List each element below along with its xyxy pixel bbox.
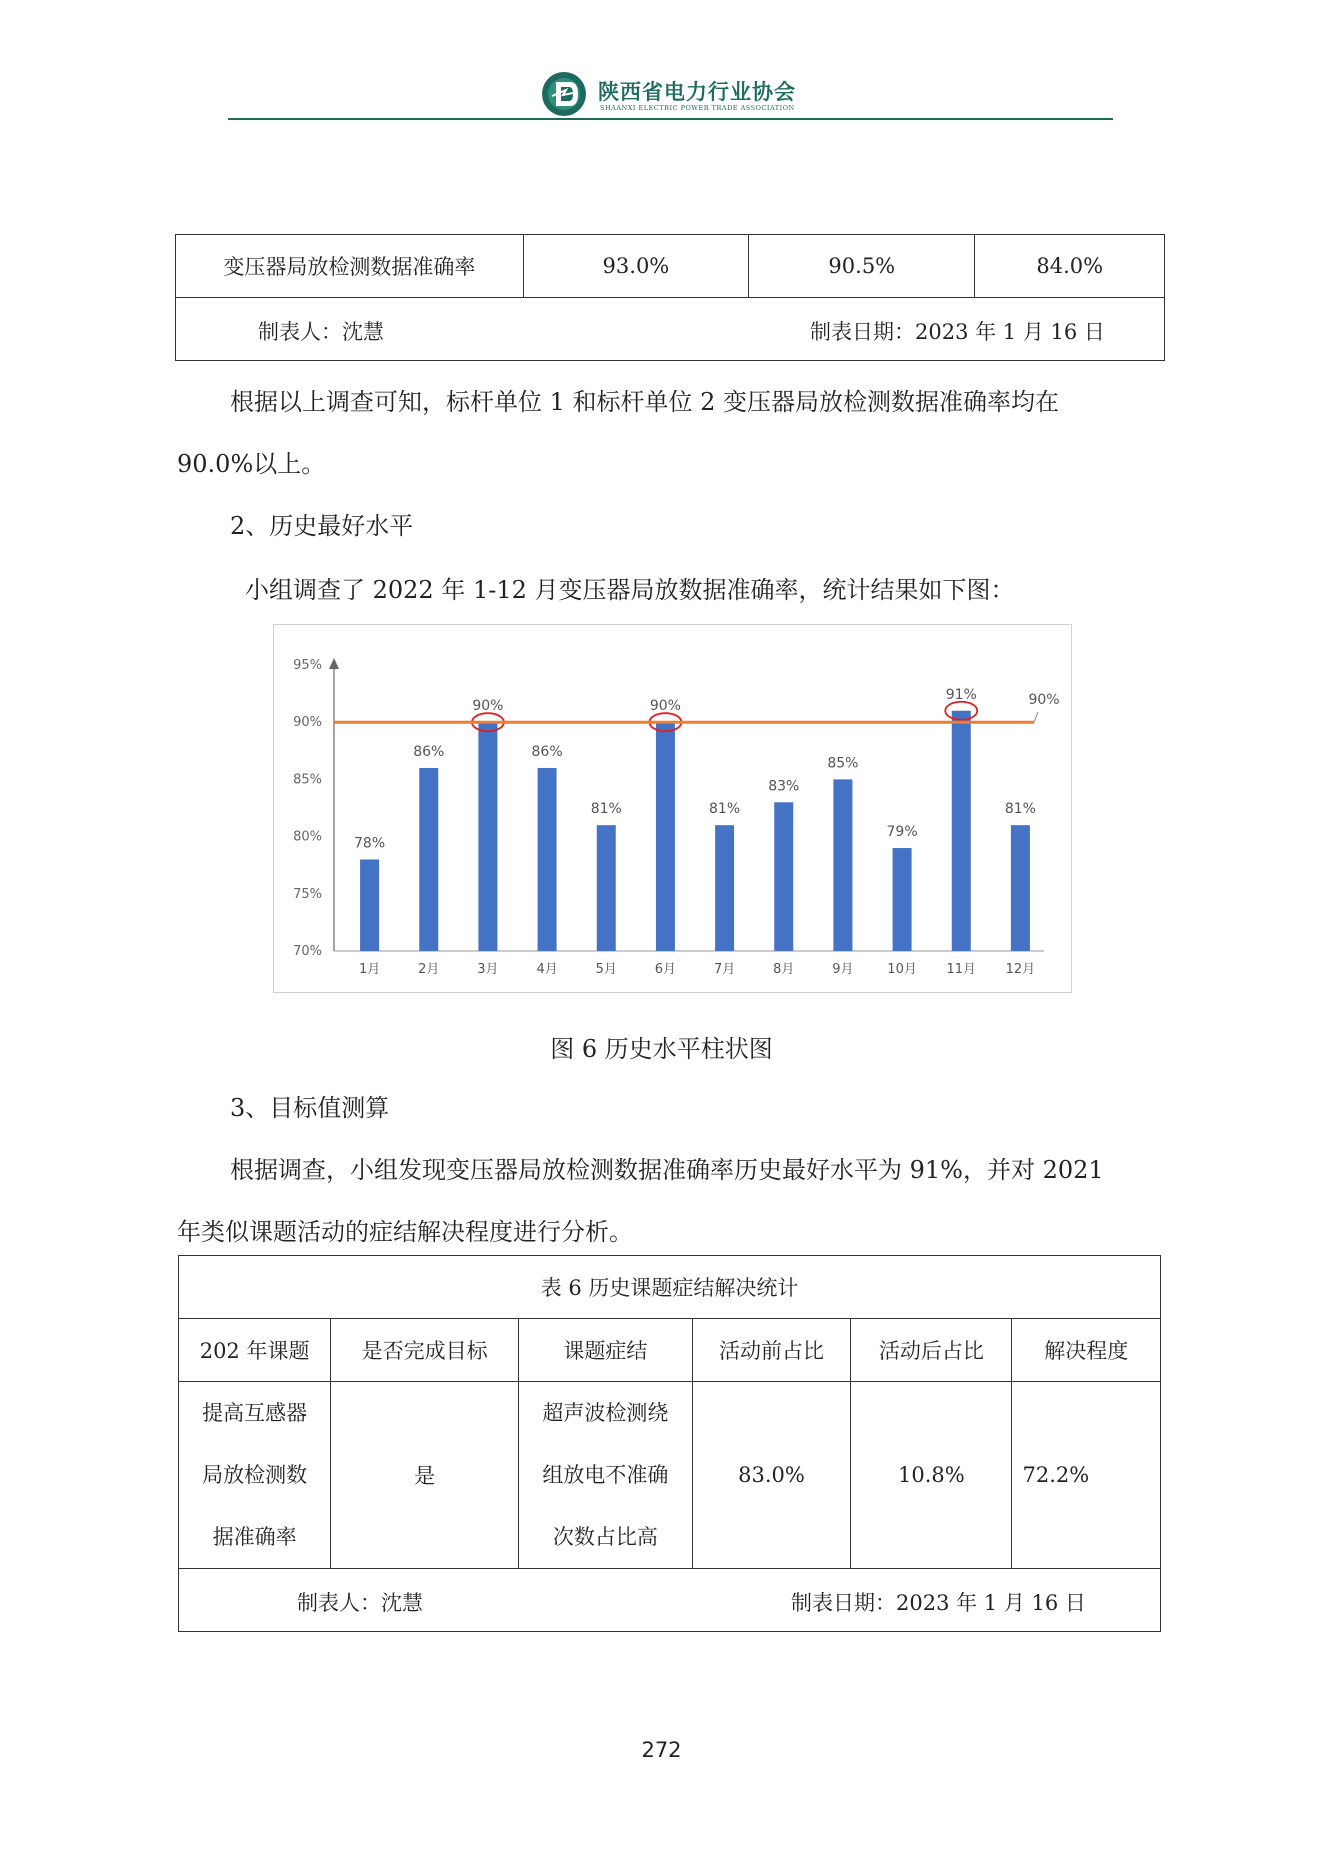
x-tick-label: 10月 [887, 962, 917, 977]
x-tick-label: 3月 [477, 962, 499, 977]
header-rule [228, 118, 1113, 120]
paragraph-survey: 小组调查了 2022 年 1-12 月变压器局放数据准确率，统计结果如下图： [245, 576, 1015, 604]
section-heading-history: 2、历史最好水平 [230, 512, 414, 540]
data-label: 81% [590, 801, 622, 818]
reference-label-leader [1034, 712, 1038, 722]
topic-line: 提高互感器 [202, 1401, 308, 1425]
table-title: 表 6 历史课题症结解决统计 [179, 1256, 1161, 1319]
association-logo-icon [540, 70, 588, 118]
bar [597, 825, 616, 951]
data-label: 81% [1004, 801, 1036, 818]
x-tick-label: 4月 [536, 962, 558, 977]
y-tick-label: 85% [293, 772, 322, 788]
data-label: 91% [945, 686, 977, 703]
table-row [176, 235, 1165, 298]
data-label: 85% [827, 755, 859, 772]
table-footer-row [176, 298, 1165, 361]
bar [538, 768, 557, 951]
x-tick-label: 2月 [418, 962, 440, 977]
y-axis-arrow [329, 658, 339, 669]
column-header: 课题症结 [518, 1319, 692, 1382]
column-header: 活动前占比 [692, 1319, 850, 1382]
reference-line-label: 90% [1028, 692, 1060, 709]
x-tick-label: 1月 [358, 962, 381, 977]
benchmark-table [175, 234, 1165, 361]
bar [656, 722, 675, 951]
topic-line: 据准确率 [212, 1525, 297, 1549]
paragraph-benchmark-line1: 根据以上调查可知，标杆单位 1 和标杆单位 2 变压器局放检测数据准确率均在 [230, 388, 1060, 416]
bar [419, 768, 438, 951]
history-issue-table [178, 1255, 1161, 1632]
data-label: 90% [472, 698, 504, 715]
table-maker: 制表人：沈慧 [297, 1591, 423, 1615]
page-number: 272 [641, 1738, 682, 1762]
bar [715, 825, 734, 951]
y-tick-label: 95% [293, 658, 322, 673]
paragraph-benchmark-line2: 90.0%以上。 [177, 450, 326, 478]
bar [952, 711, 971, 951]
x-tick-label: 6月 [654, 962, 677, 977]
issue-line: 超声波检测绕 [542, 1401, 669, 1425]
x-tick-label: 7月 [713, 962, 736, 977]
chart-caption: 图 6 历史水平柱状图 [550, 1035, 773, 1063]
y-tick-label: 80% [293, 829, 322, 845]
table-cell: 93.0% [523, 235, 748, 298]
data-label: 90% [649, 698, 681, 715]
y-tick-label: 75% [293, 886, 322, 902]
table-cell: 84.0% [975, 235, 1165, 298]
bar [774, 802, 793, 951]
bar [833, 779, 852, 951]
table-cell-done: 是 [331, 1382, 519, 1569]
y-tick-label: 70% [293, 944, 322, 959]
history-bar-chart [273, 624, 1072, 993]
issue-line: 组放电不准确 [542, 1463, 669, 1487]
association-logo [540, 70, 810, 120]
table-cell-before: 83.0% [692, 1382, 850, 1569]
data-label: 83% [768, 778, 800, 795]
x-tick-label: 12月 [1005, 962, 1036, 977]
data-label: 81% [709, 801, 741, 818]
bar [478, 722, 497, 951]
data-label: 86% [413, 743, 445, 760]
association-name-en: SHAANXI ELECTRIC POWER TRADE ASSOCIATION [600, 104, 795, 112]
table-date: 制表日期：2023 年 1 月 16 日 [810, 320, 1105, 344]
table-date: 制表日期：2023 年 1 月 16 日 [791, 1591, 1086, 1615]
issue-line: 次数占比高 [552, 1525, 658, 1549]
table-cell-topic [179, 1382, 331, 1569]
x-tick-label: 8月 [773, 962, 795, 977]
column-header: 活动后占比 [851, 1319, 1012, 1382]
table-cell: 变压器局放检测数据准确率 [176, 235, 524, 298]
paragraph-target-line1: 根据调查，小组发现变压器局放检测数据准确率历史最好水平为 91%，并对 2021 [230, 1156, 1104, 1184]
bar [1011, 825, 1030, 951]
column-header: 解决程度 [1012, 1319, 1161, 1382]
y-tick-label: 90% [293, 715, 322, 731]
table-row [179, 1382, 1161, 1569]
table-header-row [179, 1319, 1161, 1382]
column-header: 202 年课题 [179, 1319, 331, 1382]
page-header [0, 60, 1323, 120]
x-tick-label: 9月 [832, 962, 854, 977]
column-header: 是否完成目标 [331, 1319, 519, 1382]
table-cell-degree: 72.2% [1012, 1382, 1161, 1569]
table-cell-after: 10.8% [851, 1382, 1012, 1569]
table-footer-row [179, 1569, 1161, 1632]
x-tick-label: 11月 [946, 962, 977, 977]
section-heading-target: 3、目标值测算 [230, 1094, 390, 1122]
table-maker: 制表人：沈慧 [258, 320, 384, 344]
bar [360, 859, 379, 951]
table-cell: 90.5% [749, 235, 975, 298]
association-name-cn: 陕西省电力行业协会 [598, 80, 796, 104]
data-label: 78% [354, 835, 386, 852]
chart-canvas [274, 625, 1071, 992]
paragraph-target-line2: 年类似课题活动的症结解决程度进行分析。 [177, 1218, 633, 1246]
topic-line: 局放检测数 [202, 1463, 308, 1487]
table-title-row [179, 1256, 1161, 1319]
data-label: 86% [531, 743, 563, 760]
table-cell-issue [518, 1382, 692, 1569]
data-label: 79% [886, 824, 918, 841]
bar [893, 848, 912, 951]
x-tick-label: 5月 [595, 962, 617, 977]
